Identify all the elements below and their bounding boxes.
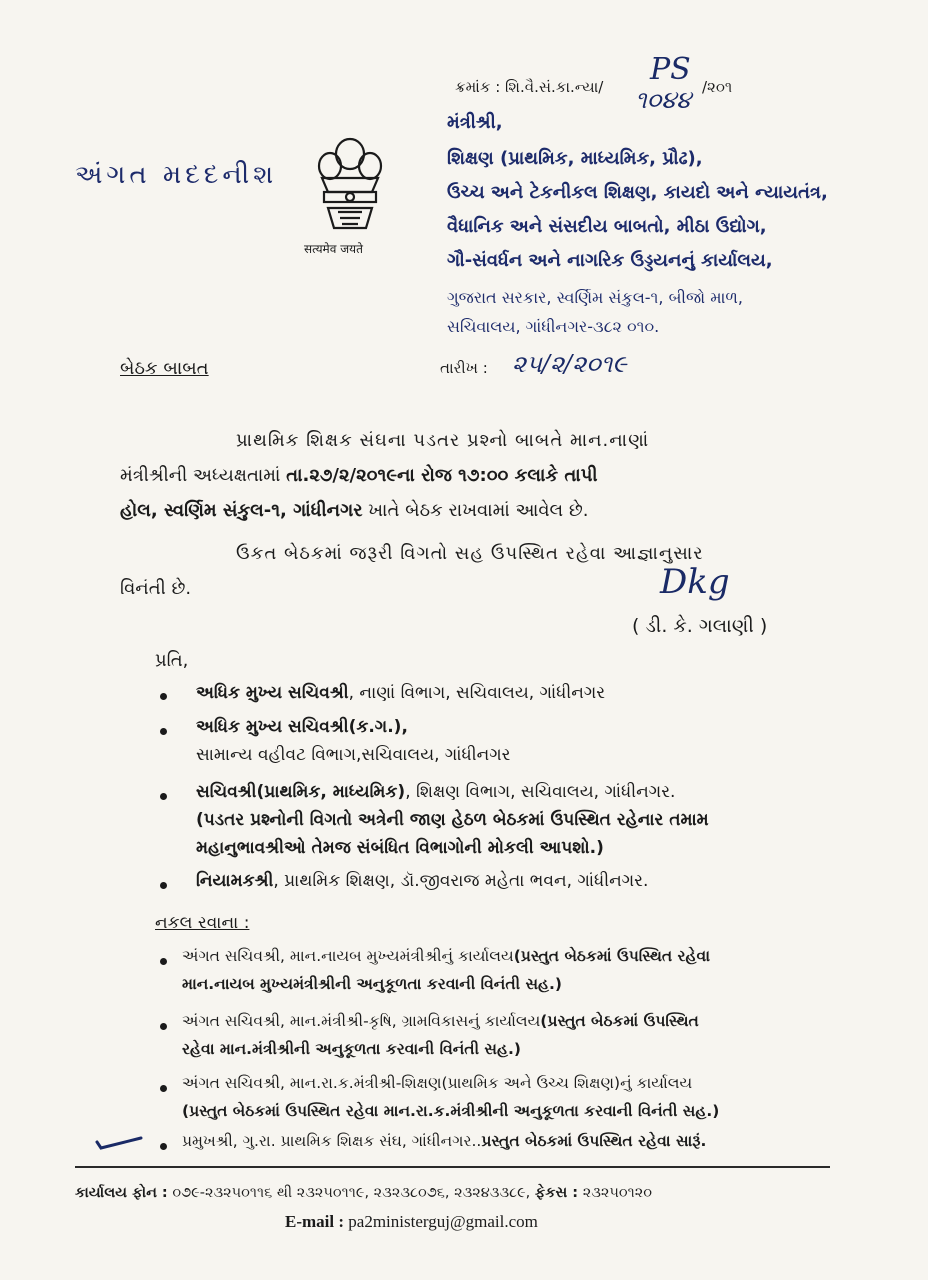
footer-email [285,1212,538,1232]
copy-item-3-line-2: (પ્રસ્તુત બેઠકમાં ઉપસ્થિત રહેવા માન.રા.ક.મંત્રીશ્રીની અનુકૂળતા કરવાની વિનંતી સહ.) [182,1102,720,1120]
footer-email-value[interactable]: pa2ministerguj@gmail.com [348,1212,538,1231]
copy-item-2-text: અંગત સચિવશ્રી, માન.મંત્રીશ્રી-કૃષિ, ગ્રામવિકાસનું કાર્યાલય [182,1012,541,1030]
copy-bullet-1 [160,958,167,965]
to-item-1 [196,683,605,703]
copy-item-4-text: પ્રમુખશ્રી, ગુ.રા. પ્રાથમિક શિક્ષક સંઘ, ગાંધીનગર.. [182,1132,482,1150]
reference-prefix: ક્રમાંક : શિ.વૈ.સં.કા.ન્યા/ [455,78,604,96]
to-item-3-note-2: મહાનુભાવશ્રીઓ તેમજ સંબંધિત વિભાગોની મોકલી આપશો.) [196,838,604,858]
to-item-4-text: , પ્રાથમિક શિક્ષણ, ડૉ.જીવરાજ મહેતા ભવન, ગાંધીનગર. [273,871,649,891]
to-bullet-2 [160,728,167,735]
copy-bullet-2 [160,1023,167,1030]
copy-item-1-line-2: માન.નાયબ મુખ્યમંત્રીશ્રીની અનુકૂળતા કરવાની વિનંતી સહ.) [182,975,563,993]
to-item-2-bold: અધિક મુખ્ય સચિવશ્રી(ક.ગ.), [196,717,408,737]
copy-label: નકલ રવાના : [155,913,250,933]
copy-item-4-line-1 [182,1132,706,1151]
body-line-5: વિનંતી છે. [120,578,192,599]
meeting-datetime: તા.૨૭/૨/૨૦૧૯ના રોજ ૧૭:૦૦ કલાકે તાપી [286,465,598,486]
subject: બેઠક બાબત [120,358,209,379]
to-item-3 [196,782,675,802]
copy-item-4-bold: પ્રસ્તુત બેઠકમાં ઉપસ્થિત રહેવા સારૂં. [481,1132,707,1150]
copy-item-2-bold: (પ્રસ્તુત બેઠકમાં ઉપસ્થિત [540,1012,699,1030]
body-line-2 [120,465,598,486]
signature: Dkg [660,562,730,602]
footer-phone-label: કાર્યાલય ફોન : [75,1185,168,1201]
to-label: પ્રતિ, [155,650,189,671]
to-item-2-text: સામાન્ય વહીવટ વિભાગ,સચિવાલય, ગાંધીનગર [196,745,511,765]
left-title: અંગત મદદનીશ [75,160,278,190]
date-value: ૨૫/૨/૨૦૧૯ [512,350,627,378]
office-line-3: ઉચ્ચ અને ટેકનીકલ શિક્ષણ, કાયદો અને ન્યાયતંત્ર, [447,182,828,203]
reference-handwritten-bottom: ૧૦૪૪ [635,86,691,114]
to-bullet-1 [160,693,167,700]
office-line-1: મંત્રીશ્રી, [447,112,503,133]
address-line-2: સચિવાલય, ગાંધીનગર-૩૮૨ ૦૧૦. [447,317,660,336]
body-line-1: પ્રાથમિક શિક્ષક સંઘના પડતર પ્રશ્નો બાબતે માન.નાણાં [236,430,650,451]
office-line-5: ગૌ-સંવર્ધન અને નાગરિક ઉડ્ડયનનું કાર્યાલય, [447,250,773,271]
national-emblem [304,132,390,256]
meeting-venue: હોલ, સ્વર્ણિમ સંકુલ-૧, ગાંધીનગર [120,500,363,521]
to-item-4-bold: નિયામકશ્રી [196,871,274,891]
handwritten-tick-icon [95,1132,145,1152]
to-bullet-4 [160,882,167,889]
reference-number [455,78,603,96]
footer-fax-value: ૨૩૨૫૦૧૨૦ [582,1185,652,1201]
copy-item-1-text: અંગત સચિવશ્રી, માન.નાયબ મુખ્યમંત્રીશ્રીનું કાર્યાલય [182,947,514,965]
footer-email-label: E-mail : [285,1212,345,1231]
to-item-3-note-1: (પડતર પ્રશ્નોની વિગતો અત્રેની જાણ હેઠળ બેઠકમાં ઉપસ્થિત રહેનાર તમામ [196,810,709,830]
emblem-motto: सत्यमेव जयते [304,242,363,256]
footer-divider [75,1166,830,1168]
footer-fax-label: ફેકસ : [534,1185,579,1201]
office-line-4: વૈધાનિક અને સંસદીય બાબતો, મીઠા ઉદ્યોગ, [447,216,767,237]
reference-handwritten-top: PS [650,52,691,87]
copy-bullet-3 [160,1085,167,1092]
copy-item-1-bold: (પ્રસ્તુત બેઠકમાં ઉપસ્થિત રહેવા [513,947,711,965]
to-item-3-bold: સચિવશ્રી(પ્રાથમિક, માધ્યમિક) [196,782,406,802]
reference-year: /૨૦૧ [702,78,733,96]
to-item-4 [196,871,648,891]
copy-item-2-line-1 [182,1012,699,1031]
copy-item-1-line-1 [182,947,710,966]
to-bullet-3 [160,793,167,800]
to-item-3-text: , શિક્ષણ વિભાગ, સચિવાલય, ગાંધીનગર. [405,782,676,802]
footer-phone [75,1185,652,1201]
copy-bullet-4 [160,1143,167,1150]
footer-phone-value: ૦૭૯-૨૩૨૫૦૧૧૬ થી ૨૩૨૫૦૧૧૯, ૨૩૨૩૮૦૭૬, ૨૩૨૪૩૩૮૯, [172,1185,531,1201]
body-line-3 [120,500,589,521]
date-label: તારીખ : [440,359,488,377]
body-line-3-regular: ખાતે બેઠક રાખવામાં આવેલ છે. [362,500,589,521]
copy-item-3-line-1: અંગત સચિવશ્રી, માન.રા.ક.મંત્રીશ્રી-શિક્ષણ(પ્રાથમિક અને ઉચ્ચ શિક્ષણ)નું કાર્યાલય [182,1074,693,1092]
office-line-2: શિક્ષણ (પ્રાથમિક, માધ્યમિક, પ્રૌઢ), [447,148,703,169]
lion-capital-icon [310,132,390,237]
address-line-1: ગુજરાત સરકાર, સ્વર્ણિમ સંકુલ-૧, બીજો માળ, [447,288,743,307]
body-line-4: ઉકત બેઠકમાં જરૂરી વિગતો સહ ઉપસ્થિત રહેવા આજ્ઞાનુસાર [236,543,704,564]
copy-item-2-line-2: રહેવા માન.મંત્રીશ્રીની અનુકૂળતા કરવાની વિનંતી સહ.) [182,1040,521,1058]
body-line-2-regular: મંત્રીશ્રીની અધ્યક્ષતામાં [120,465,287,486]
to-item-1-text: , નાણાં વિભાગ, સચિવાલય, ગાંધીનગર [348,683,606,703]
to-item-1-bold: અધિક મુખ્ય સચિવશ્રી [196,683,349,703]
signatory-name: ( ડી. કે. ગલાણી ) [632,615,768,637]
